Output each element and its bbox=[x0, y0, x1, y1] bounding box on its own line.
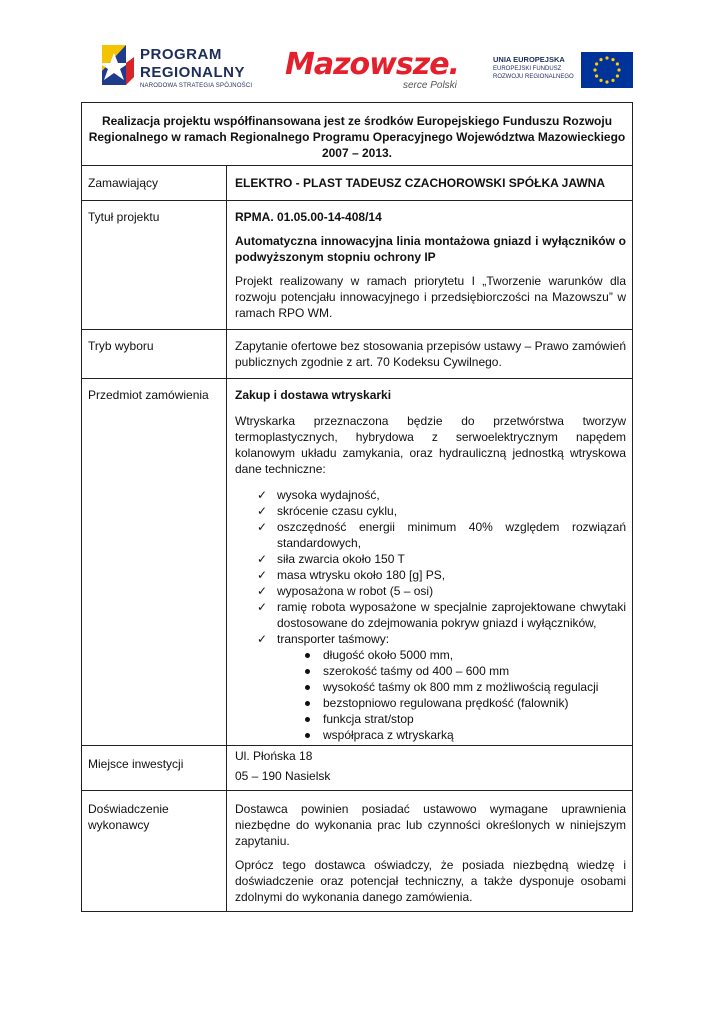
sub-feature-text: wysokość taśmy ok 800 mm z możliwością regulacji bbox=[323, 680, 599, 694]
info-table bbox=[81, 102, 633, 912]
list-item bbox=[257, 519, 626, 551]
label-tryb: Tryb wyboru bbox=[82, 330, 227, 378]
order-title: Zakup i dostawa wtryskarki bbox=[235, 388, 392, 402]
label-miejsce: Miejsce inwestycji bbox=[82, 746, 227, 790]
mazowsze-word: Mazowsze. bbox=[285, 47, 459, 82]
sub-feature-text: bezstopniowo regulowana prędkość (falownik) bbox=[323, 696, 569, 710]
check-icon: ✓ bbox=[257, 488, 268, 502]
experience-p2: Oprócz tego dostawca oświadczy, że posiada niezbędną wiedzę i doświadczenie oraz potencjał techniczny, a także dysponuje osobami zdolnymi do wykonania danego zamówienia. bbox=[235, 858, 626, 904]
sub-feature-text: długość około 5000 mm, bbox=[323, 648, 454, 662]
feature-text: transporter taśmowy: bbox=[277, 632, 390, 646]
logo-bar bbox=[0, 0, 725, 100]
feature-text: wyposażona w robot (5 – osi) bbox=[277, 584, 434, 598]
list-item bbox=[303, 679, 626, 695]
bullet-icon bbox=[305, 669, 310, 674]
sub-feature-list bbox=[277, 647, 626, 743]
sub-feature-text: funkcja strat/stop bbox=[323, 712, 414, 726]
list-item bbox=[303, 695, 626, 711]
project-title: Automatyczna innowacyjna linia montażowa gniazd i wyłączników o podwyższonym stopniu ochrony IP bbox=[235, 234, 626, 264]
list-item bbox=[303, 647, 626, 663]
label-doswiadczenie: Doświadczenie wykonawcy bbox=[82, 791, 227, 911]
row-przedmiot bbox=[82, 379, 632, 746]
star-flag-icon bbox=[96, 43, 136, 87]
label-przedmiot: Przedmiot zamówienia bbox=[82, 379, 227, 745]
feature-text: skrócenie czasu cyklu, bbox=[277, 504, 398, 518]
ue-title: UNIA EUROPEJSKA bbox=[493, 55, 565, 64]
list-item bbox=[257, 583, 626, 599]
strategia-text: NARODOWA STRATEGIA SPÓJNOŚCI bbox=[140, 83, 253, 89]
project-code: RPMA. 01.05.00-14-408/14 bbox=[235, 210, 382, 224]
table-header bbox=[82, 103, 632, 166]
list-item bbox=[303, 711, 626, 727]
program-text: PROGRAM bbox=[140, 46, 222, 63]
program-regionalny-logo bbox=[96, 43, 271, 99]
list-item bbox=[257, 487, 626, 503]
feature-text: wysoka wydajność, bbox=[277, 488, 380, 502]
bullet-icon bbox=[305, 685, 310, 690]
serce-polski-text: serce Polski bbox=[403, 80, 457, 91]
list-item bbox=[257, 631, 626, 743]
row-miejsce bbox=[82, 746, 632, 791]
value-tytul bbox=[227, 201, 632, 329]
check-icon: ✓ bbox=[257, 552, 268, 566]
value-przedmiot bbox=[227, 379, 632, 745]
check-icon: ✓ bbox=[257, 568, 268, 582]
regionalny-text: REGIONALNY bbox=[140, 64, 246, 81]
eu-flag-icon bbox=[581, 52, 633, 88]
feature-text: ramię robota wyposażone w specjalnie zaprojektowane chwytaki dostosowane do zdejmowania pokryw gniazd i wyłączników, bbox=[277, 600, 626, 630]
value-zamawiajacy: ELEKTRO - PLAST TADEUSZ CZACHOROWSKI SPÓŁKA JAWNA bbox=[235, 176, 605, 190]
row-doswiadczenie bbox=[82, 791, 632, 911]
address-city: 05 – 190 Nasielsk bbox=[235, 769, 331, 783]
label-zamawiajacy: Zamawiający bbox=[82, 166, 227, 200]
bullet-icon bbox=[305, 733, 310, 738]
bullet-icon bbox=[305, 653, 310, 658]
value-miejsce bbox=[227, 746, 632, 790]
check-icon: ✓ bbox=[257, 520, 268, 534]
check-icon: ✓ bbox=[257, 632, 268, 646]
row-tryb bbox=[82, 330, 632, 379]
order-intro: Wtryskarka przeznaczona będzie do przetwórstwa tworzyw termoplastycznych, hybrydowa z serwoelektrycznym napędem kolanowym układu zamykania, oraz hydrauliczną jednostką wtryskowa dane techniczne: bbox=[235, 414, 626, 476]
mazowsze-logo bbox=[285, 47, 465, 95]
header-line-2: Regionalnego w ramach Regionalnego Programu Operacyjnego Województwa Mazowieckiego bbox=[88, 130, 626, 144]
sub-feature-text: szerokość taśmy od 400 – 600 mm bbox=[323, 664, 510, 678]
feature-list bbox=[235, 487, 626, 743]
list-item bbox=[257, 567, 626, 583]
list-item bbox=[257, 503, 626, 519]
row-zamawiajacy bbox=[82, 166, 632, 201]
list-item bbox=[303, 727, 626, 743]
value-doswiadczenie bbox=[227, 791, 632, 911]
address-street: Ul. Płońska 18 bbox=[235, 749, 313, 763]
header-line-1: Realizacja projektu współfinansowana jest ze środków Europejskiego Funduszu Rozwoju bbox=[101, 114, 613, 128]
check-icon: ✓ bbox=[257, 600, 268, 614]
row-tytul bbox=[82, 201, 632, 330]
eu-logo bbox=[493, 52, 633, 92]
sub-feature-text: współpraca z wtryskarką bbox=[323, 728, 454, 742]
bullet-icon bbox=[305, 701, 310, 706]
experience-p1: Dostawca powinien posiadać ustawowo wymagane uprawnienia niezbędne do wykonania prac lub czynności określonych w niniejszym zapytaniu. bbox=[235, 802, 626, 848]
project-description: Projekt realizowany w ramach priorytetu I „Tworzenie warunków dla rozwoju potencjału innowacyjnego i przedsiębiorczości na Mazowszu” w ramach RPO WM. bbox=[235, 274, 626, 320]
ue-fund-line1: EUROPEJSKI FUNDUSZ bbox=[493, 66, 562, 72]
check-icon: ✓ bbox=[257, 504, 268, 518]
list-item bbox=[257, 599, 626, 631]
feature-text: oszczędność energii minimum 40% względem rozwiązań standardowych, bbox=[277, 520, 626, 550]
label-tytul: Tytuł projektu bbox=[82, 201, 227, 329]
feature-text: siła zwarcia około 150 T bbox=[277, 552, 405, 566]
bullet-icon bbox=[305, 717, 310, 722]
check-icon: ✓ bbox=[257, 584, 268, 598]
header-line-3: 2007 – 2013. bbox=[321, 146, 393, 160]
list-item bbox=[303, 663, 626, 679]
list-item bbox=[257, 551, 626, 567]
value-tryb: Zapytanie ofertowe bez stosowania przepisów ustawy – Prawo zamówień publicznych zgodnie z art. 70 Kodeksu Cywilnego. bbox=[235, 339, 626, 369]
ue-fund-line2: ROZWOJU REGIONALNEGO bbox=[493, 74, 574, 80]
feature-text: masa wtrysku około 180 [g] PS, bbox=[277, 568, 446, 582]
